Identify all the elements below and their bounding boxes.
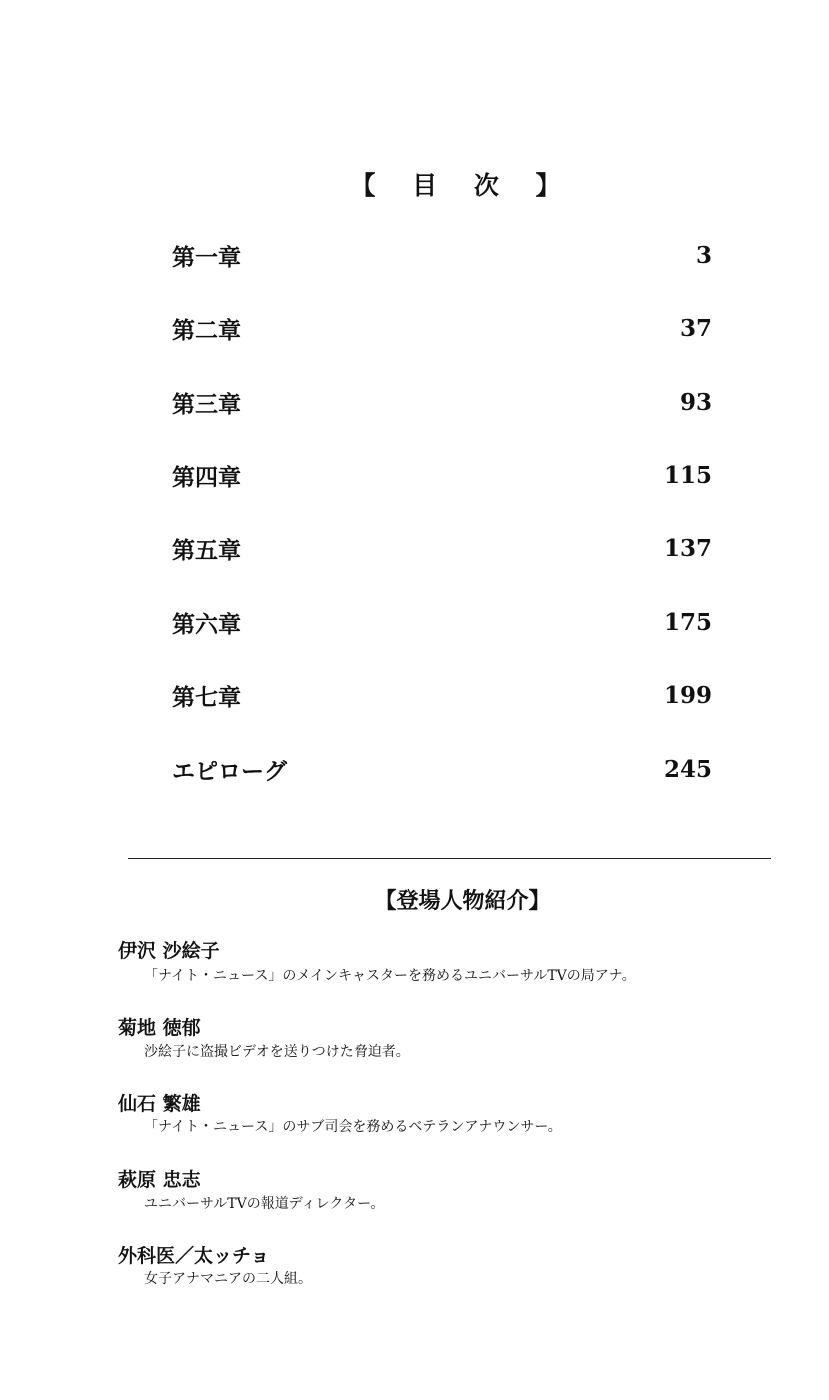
toc-entry-page: 37 [679,314,712,342]
character-name: 外科医／太ッチョ [118,1245,270,1267]
divider [128,858,771,859]
toc-entry-label: 第一章 [172,243,241,271]
toc-entry [172,458,712,492]
toc-entry [172,238,712,272]
toc-entry-page: 137 [663,534,712,562]
toc-entry-label: 第二章 [172,316,241,344]
character-name: 仙石 繁雄 [118,1093,201,1115]
toc-entry-page: 3 [695,241,712,269]
toc-entry-page: 245 [663,755,712,783]
character-description: 沙絵子に盗撮ビデオを送りつけた脅迫者。 [144,1044,410,1060]
toc-entry-label: 第五章 [172,536,241,564]
toc-entry [172,531,712,565]
character-name: 萩原 忠志 [118,1169,201,1191]
character-description: 「ナイト・ニュース」のサブ司会を務めるベテランアナウンサー。 [144,1119,562,1135]
character-description: 「ナイト・ニュース」のメインキャスターを務めるユニバーサルTVの局アナ。 [144,968,636,984]
toc-entry-label: 第六章 [172,610,241,638]
character-name: 菊地 徳郁 [118,1017,201,1039]
toc-entry-page: 199 [663,681,712,709]
toc-entry [172,605,712,639]
toc-title: 【 目 次 】 [350,171,575,200]
cast-heading: 【登場人物紹介】 [374,888,551,914]
character-description: 女子アナマニアの二人組。 [144,1271,312,1287]
character-description: ユニバーサルTVの報道ディレクター。 [144,1196,385,1212]
toc-entry-label: 第七章 [172,683,241,711]
toc-entry [172,385,712,419]
toc-entry-label: 第四章 [172,463,241,491]
toc-entry-page: 175 [663,608,712,636]
toc-entry-page: 115 [663,461,712,489]
toc-entry-label: 第三章 [172,390,241,418]
toc-entry [172,752,712,786]
toc-entry-page: 93 [679,388,712,416]
toc-entry-label: エピローグ [172,757,287,785]
character-name: 伊沢 沙絵子 [118,940,220,962]
toc-entry [172,311,712,345]
toc-entry [172,678,712,712]
